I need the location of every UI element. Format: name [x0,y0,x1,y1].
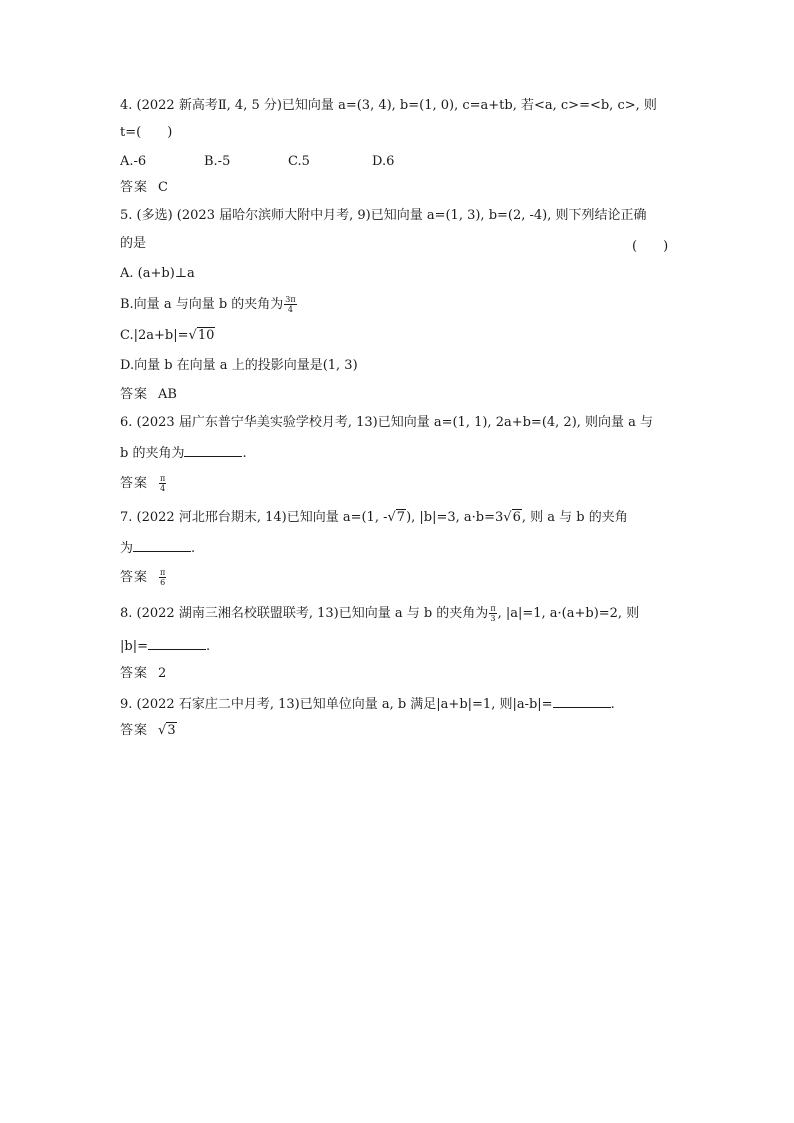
fraction-numerator: π [160,474,166,483]
fraction-numerator: π [160,568,166,577]
q7-answer-fraction [159,568,166,587]
q6-stem-line1: 6. (2023 届广东普宁华美实验学校月考, 13)已知向量 a=(1, 1), 2a+b=(4, 2), 则向量 a 与 [120,415,654,430]
q4-stem-line1 [120,97,657,115]
q5-option-b [120,295,298,314]
answer-label: 答案 [120,180,149,195]
q4-option-b: B.-5 [204,154,231,169]
q6-answer [120,474,167,493]
answer-label: 答案 [120,723,149,738]
q7-stem-part-c: , 则 a 与 b 的夹角 [521,510,628,525]
fraction-denominator: 4 [287,305,294,314]
q8-stem-line2: |b|= . [120,636,210,656]
q8-stem-part-a: 8. (2022 湖南三湘名校联盟联考, 13)已知向量 a 与 b 的夹角为 [120,606,489,621]
q5-option-c-text: C.|2a+b|= [120,328,189,343]
radicand: 6 [512,510,521,525]
q7-stem-text: 为 [120,541,134,556]
answer-label: 答案 [120,666,149,681]
radicand: 10 [197,328,215,343]
q5-option-b-fraction [284,295,296,314]
q5-option-c [120,327,215,345]
answer-label: 答案 [120,570,149,585]
answer-label: 答案 [120,387,149,402]
q7-stem-line1 [120,509,628,527]
q8-stem-part-b: , |a|=1, a·(a+b)=2, 则 [497,606,640,621]
radicand: 3 [167,723,176,738]
q8-answer-value: 2 [158,666,167,681]
q5-stem-line1: 5. (多选) (2023 届哈尔滨师大附中月考, 9)已知向量 a=(1, 3), b=(2, -4), 则下列结论正确 [120,208,647,223]
q4-stem-prefix: 4. (2022 新高考Ⅱ, 4, 5 分)已知向量 [120,98,339,113]
q9-answer [120,722,177,740]
fraction-denominator: 4 [160,484,166,493]
q8-angle-fraction [489,604,496,623]
q5-option-a: A. (a+b)⊥a [120,266,195,281]
sqrt-symbol: √7 [387,510,406,525]
q7-stem-line2: 为 . [120,538,195,558]
q5-answer-paren: ( ) [632,239,669,254]
q6-stem-line2: b 的夹角为 . [120,443,247,463]
fraction-numerator: π [490,604,496,613]
q7-answer [120,568,167,587]
q5-answer [120,386,177,404]
sqrt-symbol: √6 [503,510,521,525]
q8-stem-line1 [120,604,639,623]
sqrt-symbol: √10 [188,328,215,343]
answer-blank [148,636,206,650]
q5-stem-line2: 的是 [120,236,147,251]
q6-answer-fraction [159,474,166,493]
q4-options [120,153,456,171]
fraction-denominator: 3 [490,614,496,623]
q8-answer [120,665,166,683]
answer-blank [553,694,611,708]
fraction-numerator: 3π [285,295,296,304]
answer-blank [133,538,191,552]
q7-stem-part-a: 7. (2022 河北邢台期末, 14)已知向量 a=(1, - [120,510,388,525]
q9-stem-line1: 9. (2022 石家庄二中月考, 13)已知单位向量 a, b 满足|a+b|=1, 则|a-b|= . [120,694,615,714]
q4-stem-line2: t=( ) [120,125,173,140]
answer-label: 答案 [120,476,149,491]
q9-stem-text: 9. (2022 石家庄二中月考, 13)已知单位向量 a, b 满足|a+b|=1, 则|a-b|= [120,697,553,712]
q4-option-a: A.-6 [120,154,147,169]
q5-option-d: D.向量 b 在向量 a 上的投影向量是(1, 3) [120,358,358,373]
q4-answer-value: C [158,180,168,195]
radicand: 7 [396,510,406,525]
fraction-denominator: 6 [160,578,166,587]
q4-stem-math: a=(3, 4), b=(1, 0), c=a+tb, 若<a, c>=<b, c>, 则 [338,98,657,113]
answer-blank [184,443,242,457]
q4-answer [120,179,168,197]
q5-option-b-text: B.向量 a 与向量 b 的夹角为 [120,297,284,312]
q4-option-c: C.5 [288,154,310,169]
q6-stem-text: b 的夹角为 [120,446,185,461]
q8-stem-text: |b|= [120,639,148,654]
q4-option-d: D.6 [372,154,395,169]
q5-answer-value: AB [158,387,177,402]
sqrt-symbol: √3 [158,723,176,738]
q7-stem-part-b: ), |b|=3, a·b=3 [406,510,504,525]
